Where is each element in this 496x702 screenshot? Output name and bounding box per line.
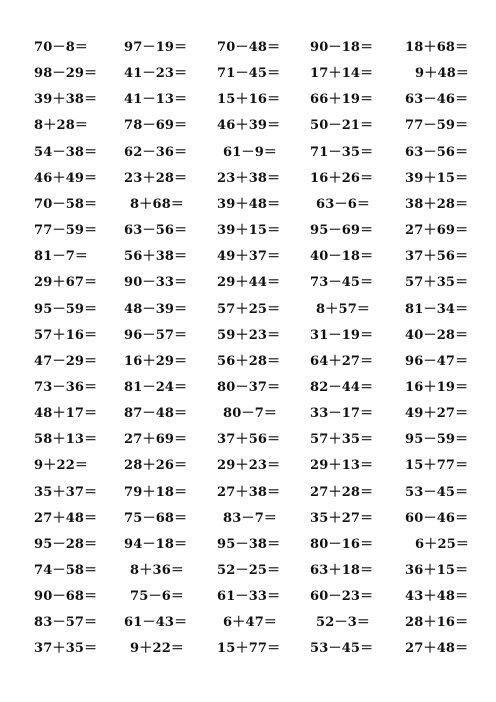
problem-cell: 87－48＝ (124, 406, 188, 422)
problem-cell: 77－59＝ (34, 223, 98, 238)
problem-row (0, 116, 496, 136)
problem-cell: 53－45＝ (310, 641, 374, 657)
problem-cell: 54－38＝ (34, 144, 98, 160)
problem-cell: 9＋22＝ (130, 641, 185, 657)
problem-row (0, 273, 496, 293)
problem-row (0, 587, 496, 607)
problem-cell: 37＋56＝ (217, 432, 281, 448)
problem-cell: 90－68＝ (34, 589, 98, 605)
problem-cell: 16＋19＝ (405, 379, 469, 395)
problem-cell: 52－3＝ (316, 615, 371, 631)
problem-cell: 8＋36＝ (130, 563, 185, 578)
problem-cell: 40－18＝ (310, 249, 374, 265)
problem-cell: 83－57＝ (34, 615, 98, 631)
problem-cell: 18＋68＝ (405, 40, 469, 55)
problem-cell: 83－7＝ (223, 510, 278, 526)
problem-cell: 73－45＝ (310, 275, 374, 291)
problem-cell: 82－44＝ (310, 379, 374, 395)
problem-row (0, 639, 496, 659)
problem-cell: 27＋48＝ (405, 641, 469, 657)
problem-cell: 33－17＝ (310, 406, 374, 422)
problem-cell: 57＋16＝ (34, 327, 98, 343)
problem-cell: 66＋19＝ (310, 92, 374, 108)
problem-cell: 27＋38＝ (217, 484, 281, 500)
problem-cell: 71－45＝ (217, 66, 281, 82)
problem-cell: 46＋39＝ (217, 118, 281, 134)
problem-cell: 63＋18＝ (310, 563, 374, 578)
problem-cell: 75－68＝ (124, 510, 188, 526)
problem-row (0, 221, 496, 241)
problem-cell: 60－23＝ (310, 589, 374, 605)
problem-cell: 80－37＝ (217, 379, 281, 395)
problem-cell: 80－7＝ (223, 406, 278, 422)
problem-cell: 49＋37＝ (217, 249, 281, 265)
problem-cell: 29＋67＝ (34, 275, 98, 291)
problem-cell: 50－21＝ (310, 118, 374, 134)
problem-cell: 36＋15＝ (405, 563, 469, 578)
problem-cell: 29＋23＝ (217, 458, 281, 474)
problem-cell: 73－36＝ (34, 379, 98, 395)
problem-cell: 79＋18＝ (124, 484, 188, 500)
problem-cell: 23＋38＝ (217, 170, 281, 186)
problem-cell: 8＋28＝ (34, 118, 89, 134)
problem-cell: 63－56＝ (405, 144, 469, 160)
problem-row (0, 456, 496, 476)
problem-cell: 27＋28＝ (310, 484, 374, 500)
problem-cell: 46＋49＝ (34, 170, 98, 186)
problem-cell: 29＋13＝ (310, 458, 374, 474)
problem-cell: 61－43＝ (124, 615, 188, 631)
problem-cell: 74－58＝ (34, 563, 98, 578)
problem-cell: 16＋29＝ (124, 353, 188, 369)
problem-row (0, 169, 496, 189)
problem-cell: 39＋48＝ (217, 196, 281, 212)
problem-cell: 43＋48＝ (405, 589, 469, 605)
problem-cell: 58＋13＝ (34, 432, 98, 448)
problem-cell: 57＋25＝ (217, 301, 281, 317)
problem-cell: 59＋23＝ (217, 327, 281, 343)
problem-cell: 28＋16＝ (405, 615, 469, 631)
problem-cell: 53－45＝ (405, 484, 469, 500)
problem-cell: 6＋47＝ (223, 615, 278, 631)
problem-cell: 39＋38＝ (34, 92, 98, 108)
problem-row (0, 90, 496, 110)
problem-cell: 38＋28＝ (405, 196, 469, 212)
problem-cell: 81－24＝ (124, 379, 188, 395)
problem-row (0, 300, 496, 320)
problem-cell: 61－33＝ (217, 589, 281, 605)
problem-row (0, 561, 496, 581)
problem-row (0, 64, 496, 84)
problem-cell: 70－48＝ (217, 40, 281, 55)
problem-cell: 56＋28＝ (217, 353, 281, 369)
problem-cell: 75－6＝ (130, 589, 185, 605)
problem-cell: 96－47＝ (405, 353, 469, 369)
problem-cell: 23＋28＝ (124, 170, 188, 186)
problem-cell: 52－25＝ (217, 563, 281, 578)
problem-cell: 35＋37＝ (34, 484, 98, 500)
problem-cell: 16＋26＝ (310, 170, 374, 186)
problem-cell: 57＋35＝ (310, 432, 374, 448)
problem-cell: 95－69＝ (310, 223, 374, 238)
problem-cell: 17＋14＝ (310, 66, 374, 82)
problem-cell: 31－19＝ (310, 327, 374, 343)
problem-row (0, 430, 496, 450)
problem-cell: 97－19＝ (124, 40, 188, 55)
problem-cell: 40－28＝ (405, 327, 469, 343)
problem-cell: 39＋15＝ (405, 170, 469, 186)
problem-cell: 70－58＝ (34, 196, 98, 212)
problem-row (0, 143, 496, 163)
problem-cell: 29＋44＝ (217, 275, 281, 291)
problem-cell: 62－36＝ (124, 144, 188, 160)
problem-cell: 9＋48＝ (415, 66, 470, 82)
problem-cell: 6＋25＝ (415, 536, 470, 552)
problem-row (0, 613, 496, 633)
problem-cell: 48－39＝ (124, 301, 188, 317)
problem-cell: 28＋26＝ (124, 458, 188, 474)
problem-cell: 37＋56＝ (405, 249, 469, 265)
problem-cell: 60－46＝ (405, 510, 469, 526)
problem-cell: 48＋17＝ (34, 406, 98, 422)
problem-cell: 63－56＝ (124, 223, 188, 238)
problem-row (0, 378, 496, 398)
problem-cell: 15＋77＝ (405, 458, 469, 474)
problem-cell: 80－16＝ (310, 536, 374, 552)
problem-cell: 35＋27＝ (310, 510, 374, 526)
problem-cell: 61－9＝ (223, 144, 278, 160)
problem-cell: 78－69＝ (124, 118, 188, 134)
problem-row (0, 195, 496, 215)
problem-cell: 95－28＝ (34, 536, 98, 552)
problem-cell: 56＋38＝ (124, 249, 188, 265)
problem-cell: 70－8＝ (34, 40, 89, 55)
problem-cell: 90－33＝ (124, 275, 188, 291)
problem-cell: 94－18＝ (124, 536, 188, 552)
problem-cell: 81－7＝ (34, 249, 89, 265)
problem-cell: 98－29＝ (34, 66, 98, 82)
problem-cell: 81－34＝ (405, 301, 469, 317)
problem-row (0, 483, 496, 503)
problem-row (0, 509, 496, 529)
problem-cell: 9＋22＝ (34, 458, 89, 474)
problem-cell: 63－6＝ (316, 196, 371, 212)
problem-cell: 95－59＝ (405, 432, 469, 448)
problem-cell: 41－23＝ (124, 66, 188, 82)
problem-row (0, 352, 496, 372)
problem-cell: 90－18＝ (310, 40, 374, 55)
problem-cell: 41－13＝ (124, 92, 188, 108)
problem-cell: 63－46＝ (405, 92, 469, 108)
problem-cell: 47－29＝ (34, 353, 98, 369)
problem-row (0, 535, 496, 555)
problem-cell: 15＋16＝ (217, 92, 281, 108)
problem-cell: 57＋35＝ (405, 275, 469, 291)
problem-cell: 8＋68＝ (130, 196, 185, 212)
problem-row (0, 38, 496, 58)
problem-cell: 77－59＝ (405, 118, 469, 134)
problem-cell: 95－38＝ (217, 536, 281, 552)
problem-cell: 64＋27＝ (310, 353, 374, 369)
problem-cell: 71－35＝ (310, 144, 374, 160)
problem-cell: 27＋69＝ (405, 223, 469, 238)
problem-cell: 49＋27＝ (405, 406, 469, 422)
problem-cell: 15＋77＝ (217, 641, 281, 657)
problem-row (0, 326, 496, 346)
problem-row (0, 247, 496, 267)
problem-cell: 8＋57＝ (316, 301, 371, 317)
problem-cell: 27＋48＝ (34, 510, 98, 526)
problem-cell: 96－57＝ (124, 327, 188, 343)
problem-row (0, 404, 496, 424)
problem-cell: 39＋15＝ (217, 223, 281, 238)
problem-cell: 37＋35＝ (34, 641, 98, 657)
problem-cell: 95－59＝ (34, 301, 98, 317)
problem-cell: 27＋69＝ (124, 432, 188, 448)
